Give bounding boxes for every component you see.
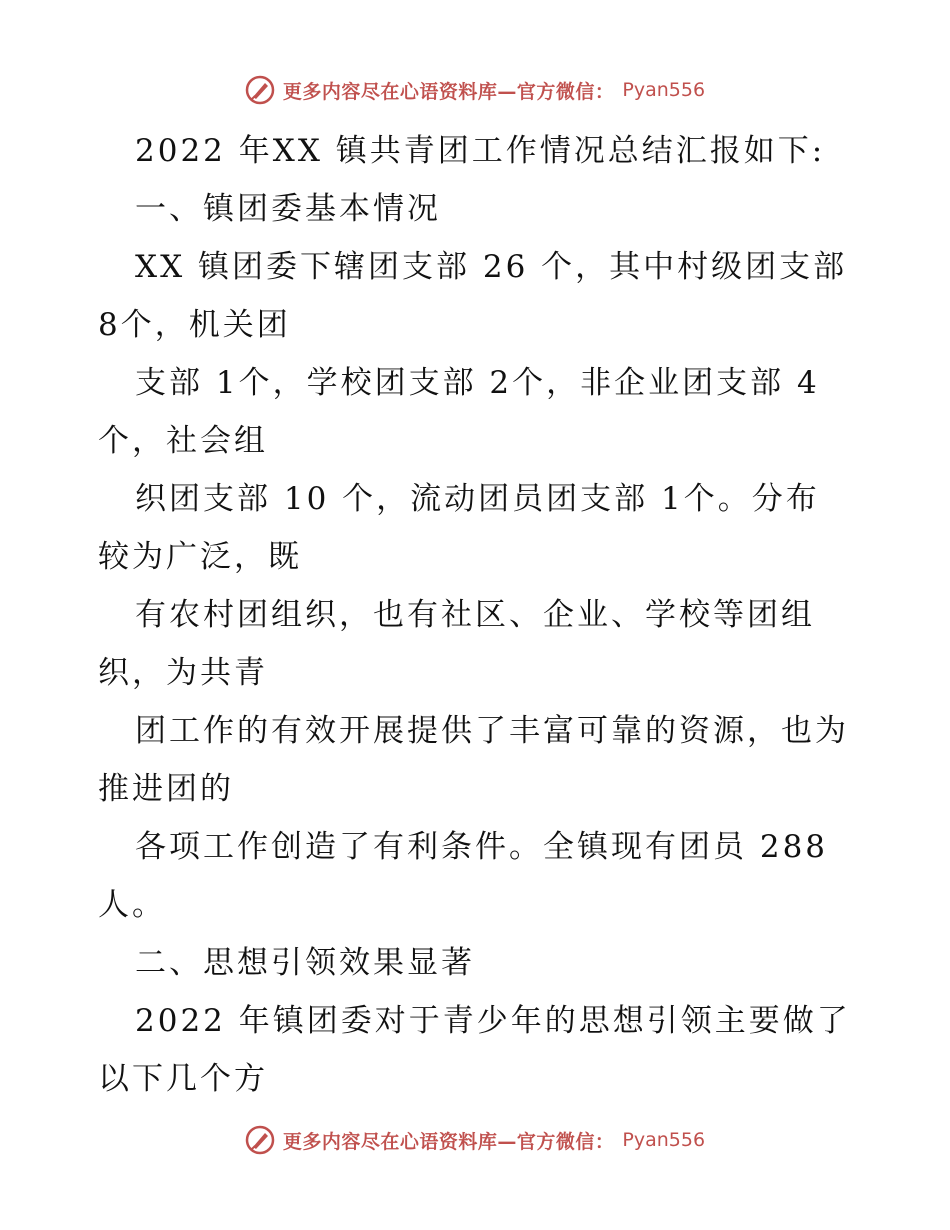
header-banner — [0, 70, 950, 110]
body-line: 以下几个方 — [98, 1061, 268, 1097]
document-body — [98, 122, 858, 1108]
quill-seal-icon — [245, 75, 275, 105]
body-line: 2022 年XX 镇共青团工作情况总结汇报如下: — [135, 133, 826, 169]
body-line: 推进团的 — [98, 771, 234, 807]
body-line: 个，社会组 — [98, 423, 268, 459]
body-line: 2022 年镇团委对于青少年的思想引领主要做了 — [135, 1003, 851, 1039]
body-line: 8个，机关团 — [98, 307, 291, 343]
quill-seal-icon — [245, 1125, 275, 1155]
wechat-id: Pyan556 — [622, 1129, 706, 1151]
body-line: 有农村团组织，也有社区、企业、学校等团组 — [135, 597, 815, 633]
body-line: 团工作的有效开展提供了丰富可靠的资源，也为 — [135, 713, 849, 749]
body-line: 较为广泛，既 — [98, 539, 302, 575]
body-line: 人。 — [98, 887, 166, 923]
body-line: XX 镇团委下辖团支部 26 个，其中村级团支部 — [135, 249, 848, 285]
body-line: 织团支部 10 个，流动团员团支部 1个。分布 — [135, 481, 820, 517]
body-line: 支部 1个，学校团支部 2个，非企业团支部 4 — [135, 365, 820, 401]
body-line: 一、镇团委基本情况 — [135, 191, 441, 227]
wechat-id: Pyan556 — [622, 79, 706, 101]
body-line: 织，为共青 — [98, 655, 268, 691]
banner-text: 更多内容尽在心语资料库—官方微信： — [282, 1130, 615, 1153]
body-line: 各项工作创造了有利条件。全镇现有团员 288 — [135, 829, 829, 865]
footer-banner — [0, 1120, 950, 1160]
body-line: 二、思想引领效果显著 — [135, 945, 475, 981]
banner-text: 更多内容尽在心语资料库—官方微信： — [282, 80, 615, 103]
